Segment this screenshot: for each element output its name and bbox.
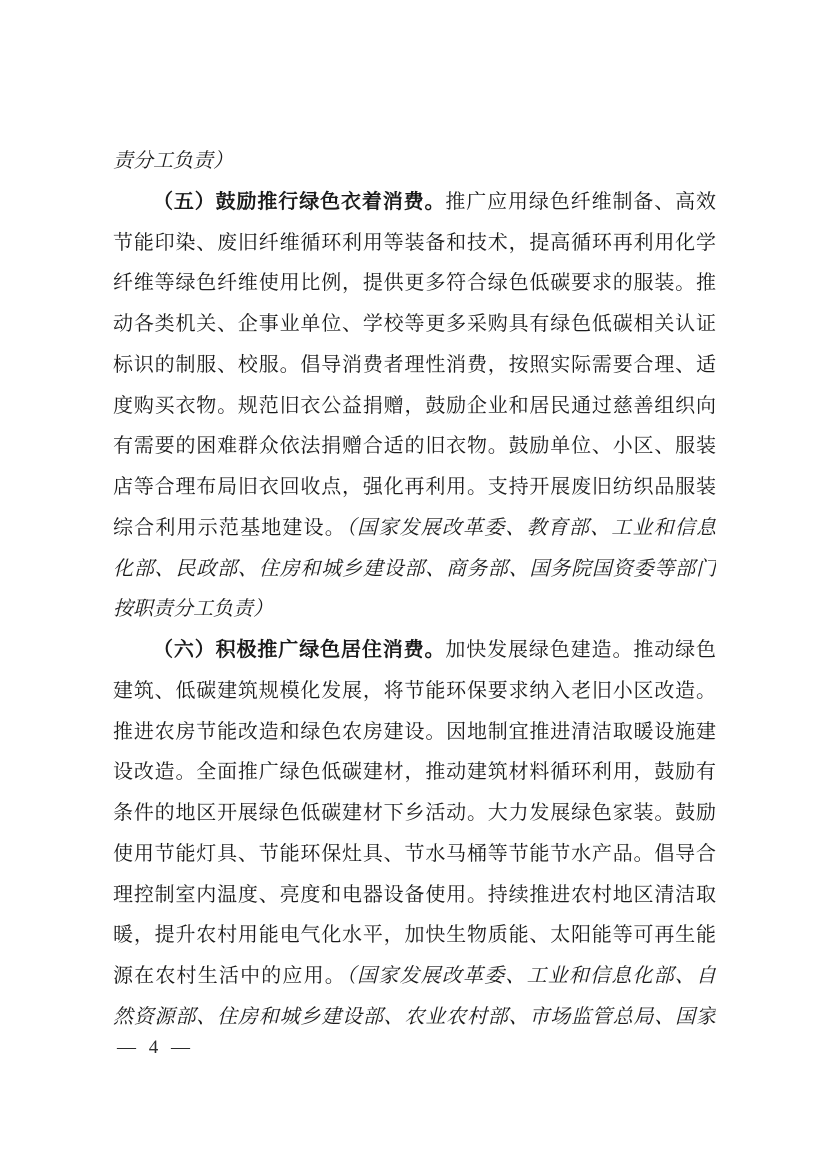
- paragraph-line: [113, 345, 716, 386]
- body-text: 综合利用示范基地建设。: [113, 516, 346, 539]
- body-text: 理控制室内温度、亮度和电器设备使用。持续推进农村地区清洁取: [113, 883, 716, 906]
- paragraph-line: [113, 712, 716, 753]
- paragraph-line: [113, 630, 716, 671]
- paragraph-line: [113, 997, 716, 1038]
- department-list-text: 按职责分工负责）: [113, 598, 273, 621]
- paragraph-line: [113, 182, 716, 223]
- paragraph-line: [113, 834, 716, 875]
- department-list-text: 化部、民政部、住房和城乡建设部、商务部、国务院国资委等部门: [113, 557, 716, 580]
- paragraph-line: [113, 956, 716, 997]
- department-list-text: 然资源部、住房和城乡建设部、农业农村部、市场监管总局、国家: [113, 1005, 716, 1028]
- paragraph-line: [113, 875, 716, 916]
- paragraph-line: [113, 671, 716, 712]
- body-text: 设改造。全面推广绿色低碳建材，推动建筑材料循环利用，鼓励有: [113, 761, 716, 784]
- paragraph-line: [113, 426, 716, 467]
- paragraph-line: [113, 223, 716, 264]
- body-text: 暖，提升农村用能电气化水平，加快生物质能、太阳能等可再生能: [113, 924, 716, 947]
- body-text: 标识的制服、校服。倡导消费者理性消费，按照实际需要合理、适: [113, 353, 716, 376]
- paragraph-line: [113, 304, 716, 345]
- paragraph-line: [113, 141, 716, 182]
- department-list-text: 责分工负责）: [113, 150, 233, 172]
- document-body: [113, 141, 716, 1038]
- body-text: 加快发展绿色建造。推动绿色: [445, 639, 716, 661]
- body-text: 店等合理布局旧衣回收点，强化再利用。支持开展废旧纺织品服装: [113, 476, 716, 498]
- body-text: 节能印染、废旧纤维循环利用等装备和技术，提高循环再利用化学: [113, 231, 716, 254]
- paragraph-line: [113, 508, 716, 549]
- department-list-text: （国家发展改革委、教育部、工业和信息: [345, 516, 716, 539]
- body-text: 推进农房节能改造和绿色农房建设。因地制宜推进清洁取暖设施建: [113, 720, 716, 743]
- paragraph-line: [113, 793, 716, 834]
- department-list-text: （国家发展改革委、工业和信息化部、自: [345, 965, 716, 987]
- body-text: 纤维等绿色纤维使用比例，提供更多符合绿色低碳要求的服装。推: [113, 272, 716, 295]
- paragraph-line: [113, 915, 716, 956]
- item-5-heading: （五）鼓励推行绿色衣着消费。: [153, 190, 446, 213]
- paragraph-line: [113, 752, 716, 793]
- paragraph-line: [113, 386, 716, 427]
- body-text: 动各类机关、企事业单位、学校等更多采购具有绿色低碳相关认证: [113, 313, 716, 335]
- body-text: 源在农村生活中的应用。: [113, 965, 346, 987]
- body-text: 推广应用绿色纤维制备、高效: [445, 190, 716, 213]
- body-text: 使用节能灯具、节能环保灶具、节水马桶等节能节水产品。倡导合: [113, 842, 716, 865]
- body-text: 建筑、低碳建筑规模化发展，将节能环保要求纳入老旧小区改造。: [113, 679, 716, 702]
- body-text: 度购买衣物。规范旧衣公益捐赠，鼓励企业和居民通过慈善组织向: [113, 394, 716, 417]
- page-number: — 4 —: [117, 1037, 194, 1058]
- paragraph-line: [113, 589, 716, 630]
- paragraph-line: [113, 467, 716, 508]
- body-text: 条件的地区开展绿色低碳建材下乡活动。大力发展绿色家装。鼓励: [113, 802, 716, 824]
- paragraph-line: [113, 549, 716, 590]
- paragraph-line: [113, 263, 716, 304]
- body-text: 有需要的困难群众依法捐赠合适的旧衣物。鼓励单位、小区、服装: [113, 435, 716, 458]
- item-6-heading: （六）积极推广绿色居住消费。: [153, 639, 446, 661]
